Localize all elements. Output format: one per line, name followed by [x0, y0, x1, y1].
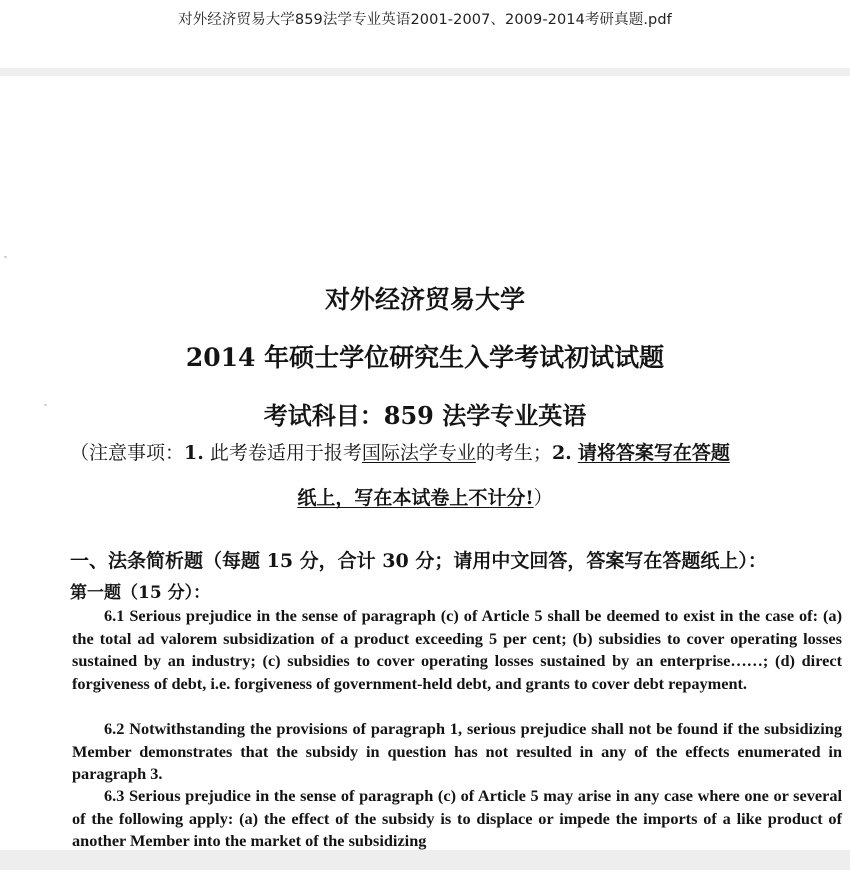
- paragraph-text: 6.1 Serious prejudice in the sense of paragraph (c) of Article 5 shall be deemed to exist in the case of: (a) the total ad valorem subsidization of a product exceeding 5 per cent; (b) subsidies to cover operating losses sustained by an industry; (c) subsidies to cover operating losses sustained by an enterprise……; (d) direct forgiveness of debt, i.e. forgiveness of government-held debt, and grants to cover debt repayment.: [72, 606, 842, 694]
- paragraph-6-2: [72, 718, 842, 786]
- notice-close: ）: [533, 487, 553, 509]
- notice-item1-after: 的考生；: [475, 442, 552, 464]
- exam-title: 2014 年硕士学位研究生入学考试初试试题: [185, 343, 665, 372]
- paragraph-text: 6.3 Serious prejudice in the sense of paragraph (c) of Article 5 may arise in any case where one or several of the following apply: (a) the effect of the subsidy is to displace or impede the imports of a like product of another Member into the market of the subsidizing: [72, 786, 842, 850]
- notice-line-1: [70, 438, 846, 465]
- notice-item1-before: 此考卷适用于报考: [203, 442, 362, 464]
- bottom-divider: [0, 850, 850, 870]
- notice-item2-line1: 请将答案写在答题: [577, 442, 730, 464]
- scan-speck: [4, 256, 7, 258]
- exam-subject: 考试科目：859 法学专业英语: [263, 401, 587, 430]
- notice-line-2: [0, 483, 850, 510]
- section-heading: 一、法条简析题（每题 15 分，合计 30 分；请用中文回答，答案写在答题纸上）：: [70, 550, 767, 572]
- viewer-header: [0, 0, 850, 68]
- notice-item2-line2: 纸上，写在本试卷上不计分!: [297, 487, 534, 509]
- paragraph-6-3: [72, 785, 842, 850]
- top-divider: [0, 68, 850, 76]
- paragraph-6-1: [72, 605, 842, 696]
- university-name: 对外经济贸易大学: [324, 285, 525, 314]
- notice-prefix: （注意事项：: [70, 442, 185, 464]
- notice-item2-num: 2.: [551, 442, 572, 464]
- notice-item1-major: 国际法学专业: [361, 442, 476, 464]
- paragraph-text: 6.2 Notwithstanding the provisions of paragraph 1, serious prejudice shall not be found if the subsidizing Member demonstrates that the subsidy in question has not resulted in any of the effects enumerated in paragraph 3.: [72, 719, 842, 784]
- notice-item1-num: 1.: [184, 442, 204, 464]
- pdf-page[interactable]: [0, 76, 850, 850]
- file-title: 对外经济贸易大学859法学专业英语2001-2007、2009-2014考研真题.pdf: [178, 12, 672, 28]
- question-heading: 第一题（15 分）：: [70, 583, 211, 603]
